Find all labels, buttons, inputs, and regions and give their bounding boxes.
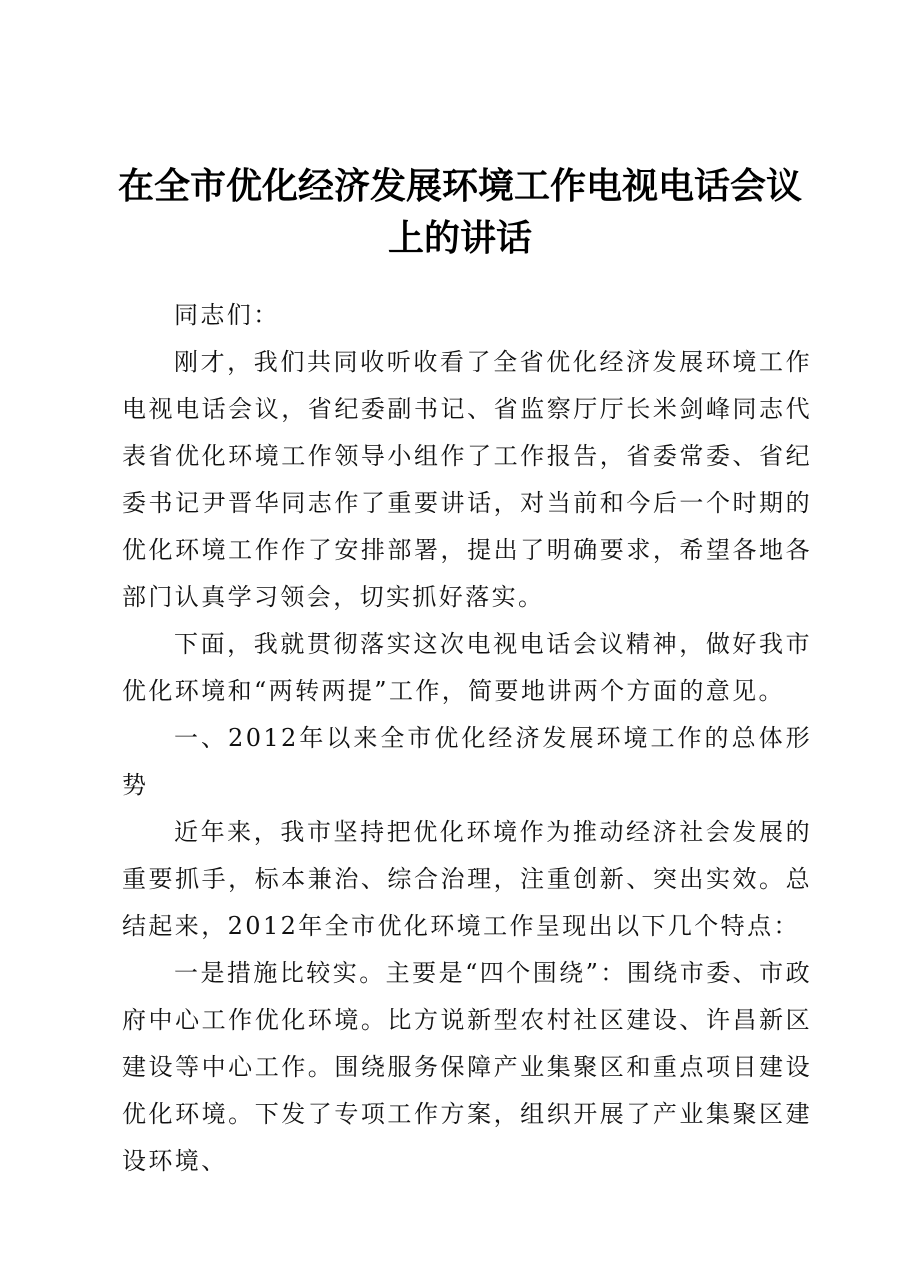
- section-heading: 一、2012年以来全市优化经济发展环境工作的总体形势: [122, 724, 812, 799]
- document-title: 在全市优化经济发展环境工作电视电话会议上的讲话: [117, 165, 802, 259]
- body-paragraph: 一是措施比较实。主要是“四个围绕”：围绕市委、市政府中心工作优化环境。比方说新型农村社区建设、许昌新区建设等中心工作。围绕服务保障产业集聚区和重点项目建设优化环境。下发了专项工作方案，组织开展了产业集聚区建设环境、: [122, 959, 812, 1175]
- body-paragraph: 近年来，我市坚持把优化环境作为推动经济社会发展的重要抓手，标本兼治、综合治理，注重创新、突出实效。总结起来，2012年全市优化环境工作呈现出以下几个特点：: [122, 818, 812, 940]
- document-body: [122, 292, 812, 1185]
- body-paragraph: 下面，我就贯彻落实这次电视电话会议精神，做好我市优化环境和“两转两提”工作，简要地讲两个方面的意见。: [122, 630, 812, 705]
- greeting-paragraph: 同志们：: [174, 301, 280, 329]
- body-paragraph: 刚才，我们共同收听收看了全省优化经济发展环境工作电视电话会议，省纪委副书记、省监察厅厅长米剑峰同志代表省优化环境工作领导小组作了工作报告，省委常委、省纪委书记尹晋华同志作了重要讲话，对当前和今后一个时期的优化环境工作作了安排部署，提出了明确要求，希望各地各部门认真学习领会，切实抓好落实。: [122, 348, 812, 611]
